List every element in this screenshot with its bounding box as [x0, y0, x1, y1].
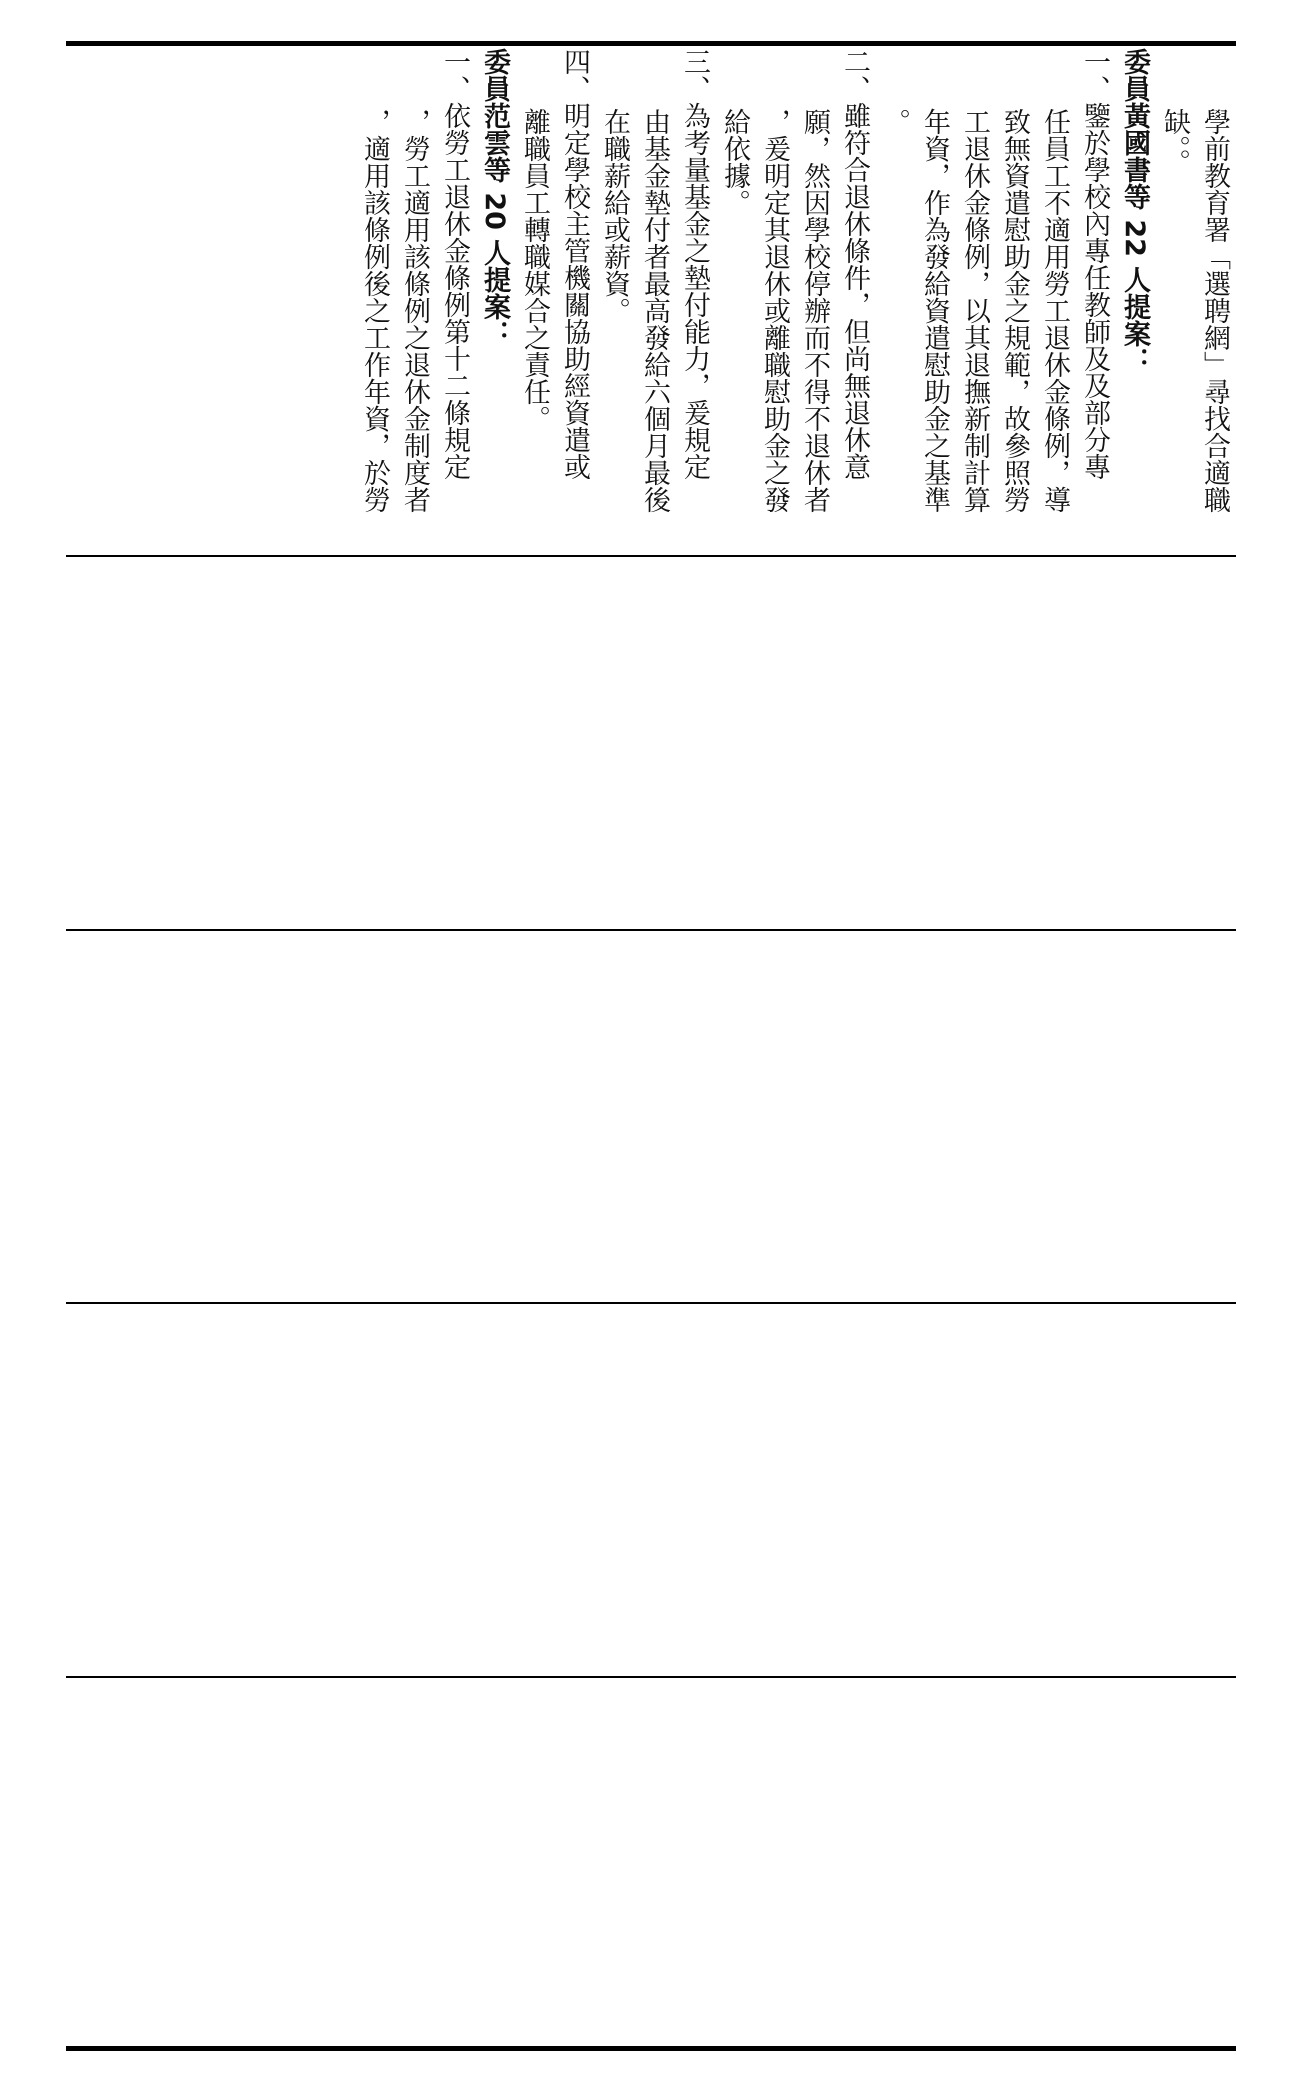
text-column: 四、明定學校主管機關協助經資遣或: [559, 48, 590, 480]
proposal-heading: 委員范雲等 20 人提案：: [479, 48, 510, 348]
text-column: 缺。。: [1159, 108, 1190, 176]
row-divider: [66, 929, 1236, 931]
text-column: 學前教育署「選聘網」尋找合適職: [1199, 108, 1230, 513]
text-column: 任員工不適用勞工退休金條例，導: [1039, 108, 1070, 513]
proposal-heading: 委員黃國書等 22 人提案：: [1119, 48, 1150, 375]
text-column: 。: [879, 108, 910, 135]
row-divider: [66, 1302, 1236, 1304]
text-column: 二、雖符合退休條件，但尚無退休意: [839, 48, 870, 480]
text-column: 一、依勞工退休金條例第十二條規定: [439, 48, 470, 480]
vertical-text-cell: [74, 48, 1234, 553]
text-column: 工退休金條例，以其退撫新制計算: [959, 108, 990, 513]
top-border-rule: [66, 41, 1236, 46]
text-column: 三、為考量基金之墊付能力，爰規定: [679, 48, 710, 480]
text-column: 離職員工轉職媒合之責任。: [519, 108, 550, 432]
text-column: ，勞工適用該條例之退休金制度者: [399, 108, 430, 513]
text-column: ，爰明定其退休或離職慰助金之發: [759, 108, 790, 513]
text-column: 年資，作為發給資遣慰助金之基準: [919, 108, 950, 513]
text-column: 在職薪給或薪資。: [599, 108, 630, 324]
text-column: 由基金墊付者最高發給六個月最後: [639, 108, 670, 513]
bottom-border-rule: [66, 2046, 1236, 2051]
text-column: ，適用該條例後之工作年資，於勞: [359, 108, 390, 513]
row-divider: [66, 1676, 1236, 1678]
text-column: 願，然因學校停辦而不得不退休者: [799, 108, 830, 513]
row-divider: [66, 555, 1236, 557]
text-column: 致無資遣慰助金之規範，故參照勞: [999, 108, 1030, 513]
text-column: 一、鑒於學校內專任教師及及部分專: [1079, 48, 1110, 480]
text-column: 給依據。: [719, 108, 750, 216]
